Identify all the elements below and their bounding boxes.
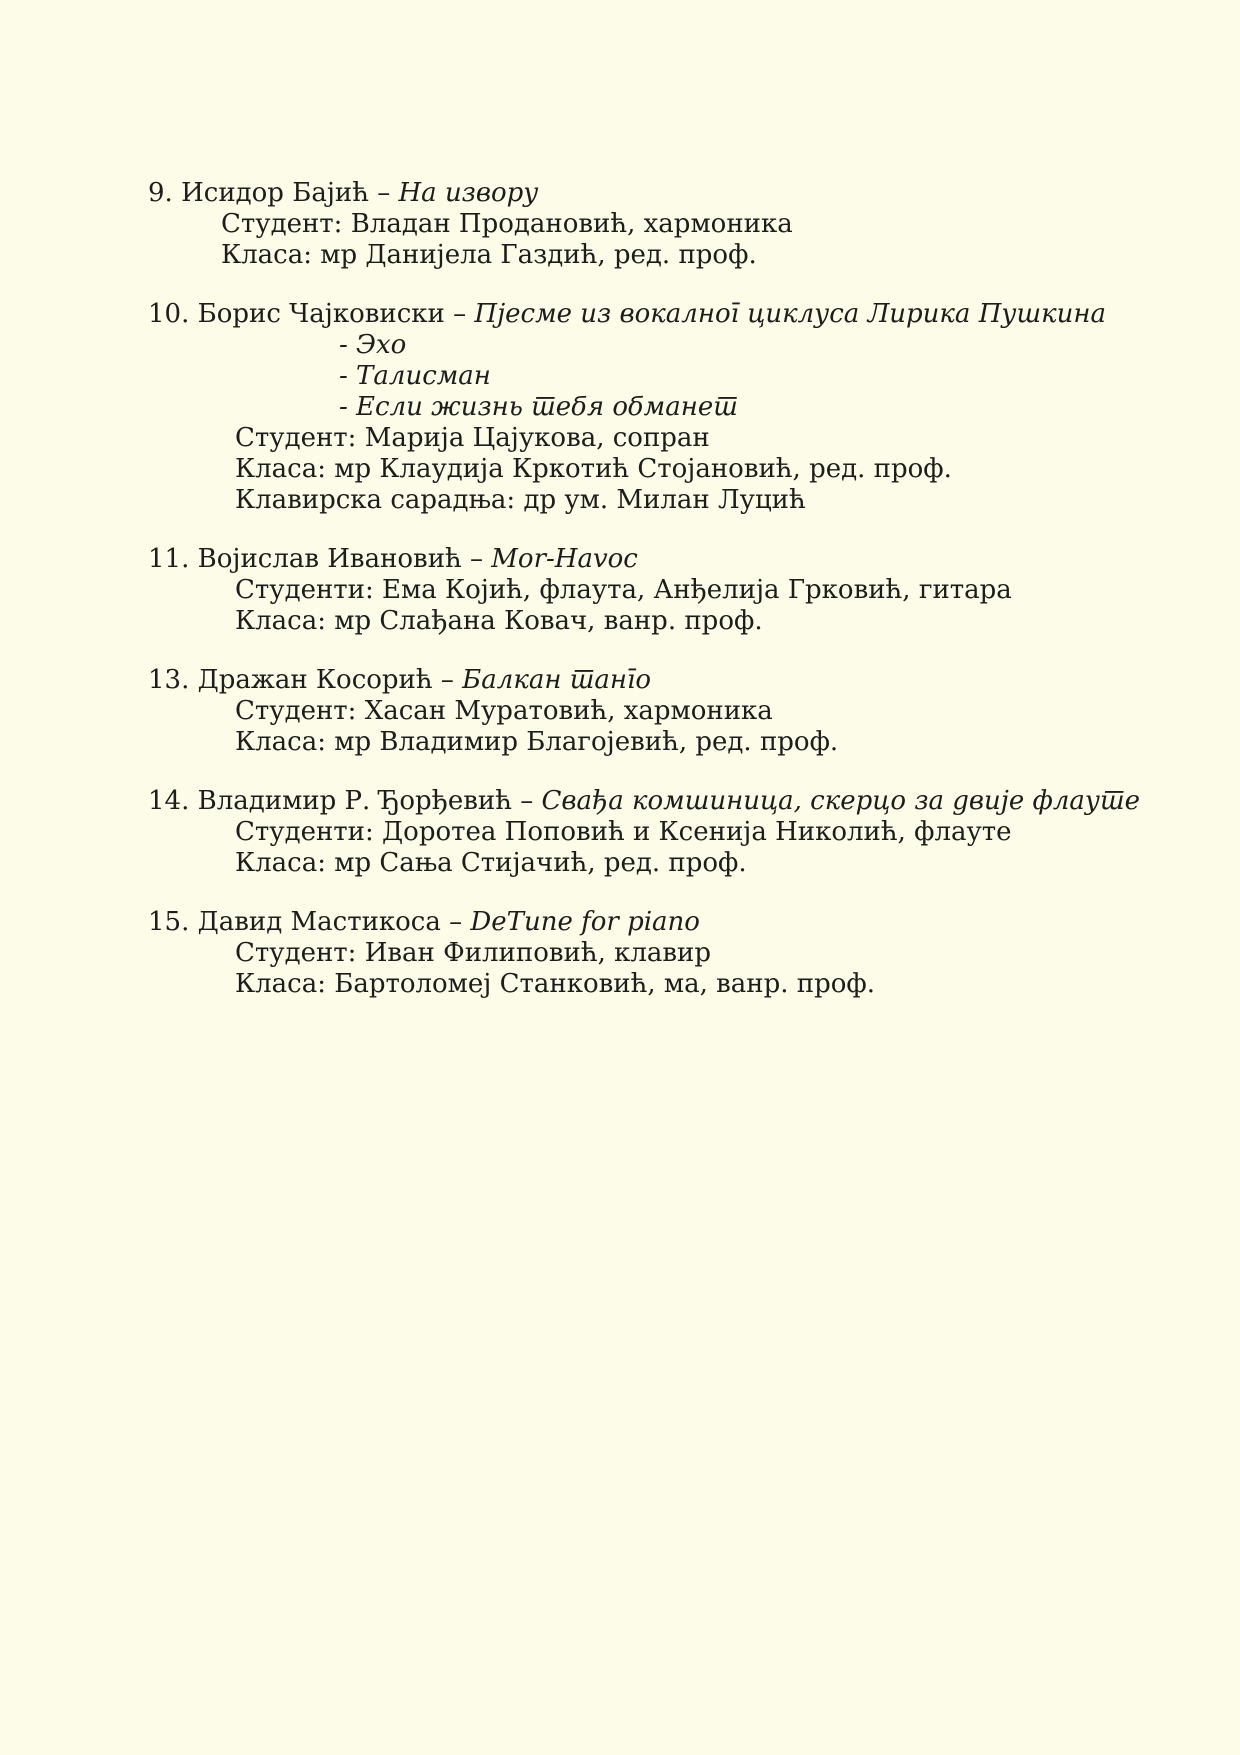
program-item [148,786,1208,879]
work-heading [148,786,1208,817]
item-number: 14. [148,786,190,816]
work-heading [148,665,1208,696]
item-number: 13. [148,665,190,695]
program-list [148,178,1208,1028]
student-line: Студент: Марија Цајукова, сопран [235,423,710,453]
work-title: На извору [398,178,539,208]
movement-line: - Талисман [339,361,491,391]
work-heading [148,907,1208,938]
student-line: Студенти: Ема Којић, флаута, Анђелија Грковић, гитара [235,575,1012,605]
movement-line: - Если жизнь тебя обманет [339,392,738,422]
piano-collab-line: Клавирска сарадња: др ум. Милан Луцић [235,485,806,515]
separator-dash: – [449,907,463,937]
student-line: Студент: Владан Продановић, хармоника [221,209,793,239]
program-item [148,299,1208,516]
program-item [148,544,1208,637]
work-title: Пјесме из вокалног циклуса Лирика Пушкина [474,299,1106,329]
student-line: Студент: Иван Филиповић, клавир [235,938,711,968]
class-line: Класа: Бартоломеј Станковић, ма, ванр. проф. [235,969,876,999]
item-number: 11. [148,544,190,574]
work-title: Свађа комшиница, скерцо за двије флауте [541,786,1141,816]
separator-dash: – [520,786,534,816]
work-title: DeTune for piano [470,907,700,937]
item-number: 9. [148,178,173,208]
composer-name: Давид Мастикоса [197,907,441,937]
composer-name: Дражан Косорић [197,665,433,695]
separator-dash: – [440,665,454,695]
work-heading [148,544,1208,575]
program-item [148,907,1208,1000]
class-line: Класа: мр Сања Стијачић, ред. проф. [235,848,747,878]
composer-name: Борис Чајковиски [197,299,445,329]
item-number: 10. [148,299,190,329]
class-line: Класа: мр Данијела Газдић, ред. проф. [221,240,757,270]
separator-dash: – [470,544,484,574]
student-line: Студент: Хасан Муратовић, хармоника [235,696,773,726]
item-number: 15. [148,907,190,937]
program-item [148,665,1208,758]
work-title: Балкан танго [462,665,651,695]
movement-line: - Эхо [339,330,407,360]
work-heading [148,178,1208,209]
class-line: Класа: мр Клаудија Кркотић Стојановић, ред. проф. [235,454,952,484]
separator-dash: – [377,178,391,208]
composer-name: Војислав Ивановић [197,544,462,574]
composer-name: Исидор Бајић [181,178,369,208]
class-line: Класа: мр Владимир Благојевић, ред. проф. [235,727,839,757]
work-heading [148,299,1208,330]
work-title: Mor-Havoc [491,544,638,574]
composer-name: Владимир Р. Ђорђевић [197,786,512,816]
class-line: Класа: мр Слађана Ковач, ванр. проф. [235,606,763,636]
separator-dash: – [453,299,467,329]
program-item [148,178,1208,271]
student-line: Студенти: Доротеа Поповић и Ксенија Николић, флауте [235,817,1012,847]
